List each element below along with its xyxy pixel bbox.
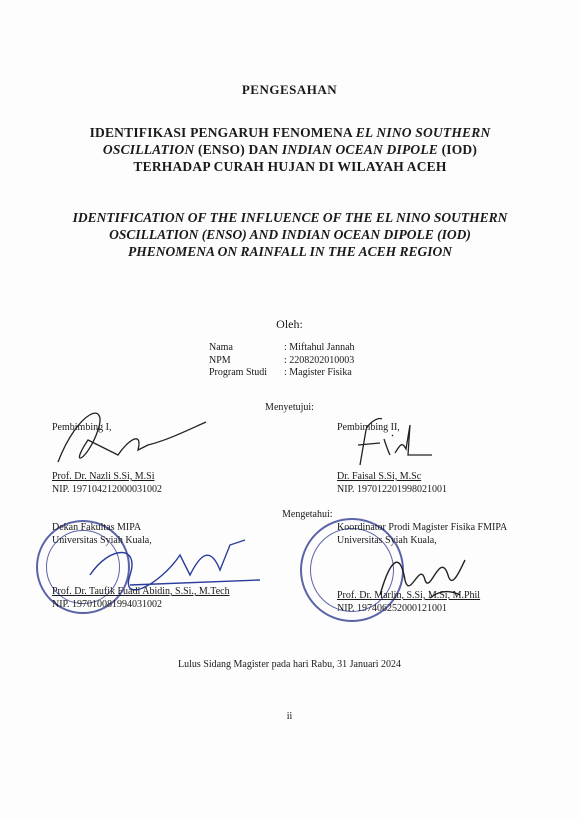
student-program-value: : Magister Fisika bbox=[284, 367, 352, 378]
advisor1-nip: NIP. 197104212000031002 bbox=[52, 484, 163, 495]
dean-signature-icon bbox=[70, 525, 270, 595]
by-label: Oleh: bbox=[276, 317, 303, 331]
dean-nip: NIP. 197010081994031002 bbox=[52, 599, 163, 610]
page-heading: PENGESAHAN bbox=[241, 82, 338, 97]
page-number: ii bbox=[286, 711, 293, 722]
title-id-part1: IDENTIFIKASI PENGARUH FENOMENA bbox=[89, 125, 356, 140]
dean-university: Universitas Syiah Kuala, bbox=[52, 535, 152, 546]
title-id-part3: (ENSO) DAN bbox=[194, 142, 282, 157]
dean-name: Prof. Dr. Taufik Fuadi Abidin, S.Si., M.Tech bbox=[52, 586, 230, 597]
advisor2-name: Dr. Faisal S.Si, M.Sc bbox=[337, 471, 422, 482]
title-id-part5: (IOD) TERHADAP CURAH HUJAN DI WILAYAH ACEH bbox=[133, 142, 478, 174]
student-npm-value: : 2208202010003 bbox=[284, 354, 355, 366]
graduation-statement: Lulus Sidang Magister pada hari Rabu, 31 Januari 2024 bbox=[177, 659, 401, 670]
title-id-part2: EL NINO SOUTHERN OSCILLATION bbox=[102, 125, 491, 157]
advisor1-name: Prof. Dr. Nazli S.Si, M.Si bbox=[52, 471, 155, 482]
student-npm-label: NPM bbox=[209, 354, 231, 366]
advisor1-signature-icon bbox=[48, 400, 208, 470]
known-label: Mengetahui: bbox=[282, 509, 333, 520]
coordinator-name: Prof. Dr. Marlin, S.Si, M.Si, M.Phil bbox=[337, 590, 481, 601]
thesis-title-indonesian bbox=[70, 124, 510, 175]
thesis-title-english: IDENTIFICATION OF THE INFLUENCE OF THE EL NINO SOUTHERN OSCILLATION (ENSO) AND INDIAN OCEAN DIPOLE (IOD) PHENOMENA ON RAINFALL IN THE ACEH REGION bbox=[72, 210, 508, 259]
student-info bbox=[209, 342, 355, 380]
coordinator-nip: NIP. 197406252000121001 bbox=[337, 603, 448, 614]
student-name-label: Nama bbox=[209, 342, 233, 353]
student-name-row bbox=[209, 342, 355, 355]
advisor2-signature-icon bbox=[340, 405, 440, 475]
advisor2-role: Pembimbing II, bbox=[337, 422, 400, 433]
student-name-value: : Miftahul Jannah bbox=[284, 342, 355, 353]
coordinator-role: Koordinator Prodi Magister Fisika FMIPA bbox=[337, 522, 508, 533]
student-program-label: Program Studi bbox=[209, 367, 268, 378]
advisor2-nip: NIP. 197012201998021001 bbox=[337, 484, 448, 495]
advisor1-role: Pembimbing I, bbox=[52, 422, 112, 433]
approved-label: Menyetujui: bbox=[265, 402, 314, 413]
title-id-part4: INDIAN OCEAN DIPOLE bbox=[281, 142, 438, 157]
student-program-row bbox=[209, 367, 355, 380]
coordinator-university: Universitas Syiah Kuala, bbox=[337, 535, 437, 546]
student-npm-row bbox=[209, 355, 355, 368]
dean-role: Dekan Fakultas MIPA bbox=[52, 522, 142, 533]
